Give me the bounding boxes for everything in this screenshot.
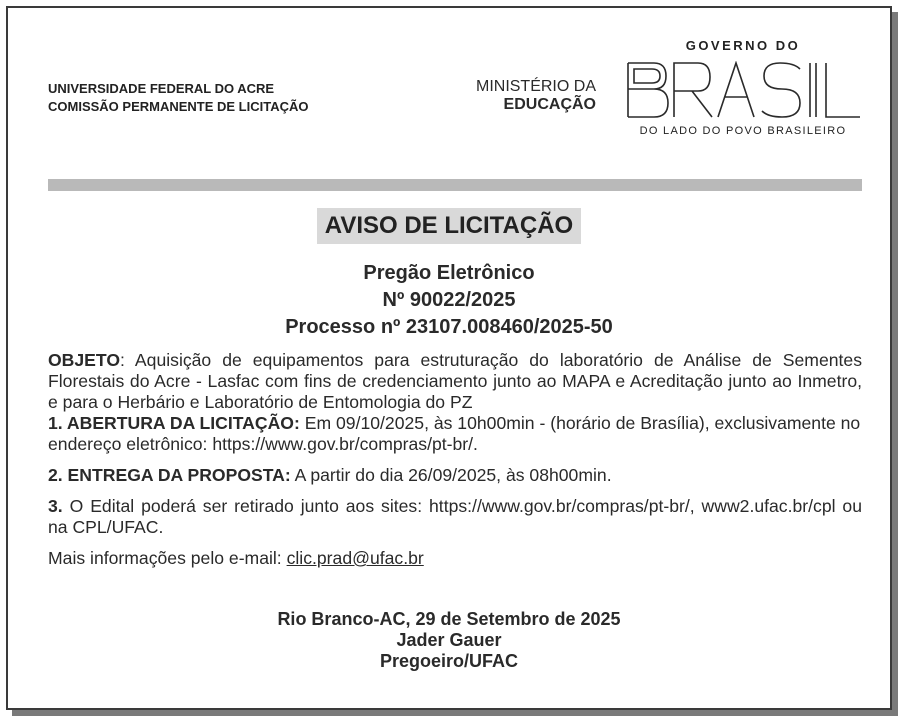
government-logo [618,38,868,137]
objeto-text: : Aquisição de equipamentos para estruturação do laboratório de Análise de Sementes Florestais do Acre - Lasfac com fins de credenciamento junto ao MAPA e Acreditação junto ao Inmetro, e para o Herbário e Laboratório de Entomologia do PZ [48,350,862,412]
contact-email-link[interactable]: clic.prad@ufac.br [286,548,424,568]
signer-role: Pregoeiro/UFAC [379,651,519,671]
signature-block [8,609,890,672]
item-delivery-text: A partir do dia 26/09/2025, às 08h00min. [290,465,612,485]
item-delivery [48,465,862,486]
item-opening-label: 1. ABERTURA DA LICITAÇÃO: [48,413,300,433]
item-opening-text: Em 09/10/2025, às 10h00min - (horário de Brasília), exclusivamente no endereço eletrônico: https://www.gov.br/compras/pt-br/. [48,413,861,454]
brasil-wordmark-icon [624,61,864,119]
org-commission: COMISSÃO PERMANENTE DE LICITAÇÃO [48,99,309,114]
notice-number: Nº 90022/2025 [382,289,516,311]
contact-line [48,548,862,569]
modality: Pregão Eletrônico [363,262,535,284]
item-edital-label: 3. [48,496,63,516]
process-number: Processo nº 23107.008460/2025-50 [285,316,613,338]
objeto-label: OBJETO [48,350,121,370]
gov-logo-top-text: GOVERNO DO [685,38,801,53]
item-edital [48,496,862,538]
place-date: Rio Branco-AC, 29 de Setembro de 2025 [277,609,621,629]
org-name: UNIVERSIDADE FEDERAL DO ACRE [48,81,275,96]
organization-block [48,80,309,116]
ministry-line1: MINISTÉRIO DA [475,78,596,95]
notice-page [6,6,892,710]
notice-title: AVISO DE LICITAÇÃO [317,208,581,244]
item-edital-text: O Edital poderá ser retirado junto aos sites: https://www.gov.br/compras/pt-br/, www2.ufac.br/cpl ou na CPL/UFAC. [48,496,862,537]
item-delivery-label: 2. ENTREGA DA PROPOSTA: [48,465,291,485]
header-divider [48,179,862,191]
notice-body [48,350,862,569]
objeto-paragraph [48,350,862,413]
contact-prefix: Mais informações pelo e-mail: [48,548,287,568]
notice-subheading [8,260,890,341]
gov-logo-slogan: DO LADO DO POVO BRASILEIRO [639,125,847,137]
ministry-line2: EDUCAÇÃO [503,96,596,113]
ministry-logo [460,78,596,114]
signer-name: Jader Gauer [396,630,502,650]
item-opening [48,413,862,455]
